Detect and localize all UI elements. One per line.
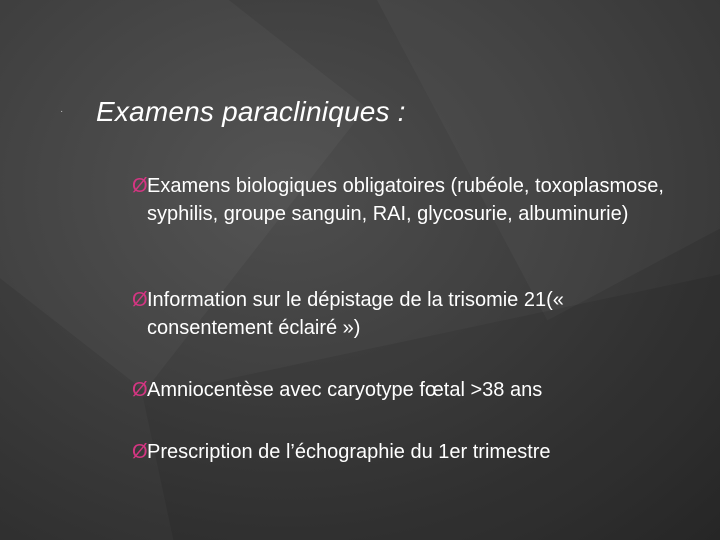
background-facet — [369, 0, 720, 320]
slide-title: Examens paracliniques : — [96, 96, 406, 127]
arrow-bullet-icon: Ø — [132, 379, 148, 401]
bullet-text: Examens biologiques obligatoires (rubéole, toxoplasmose, syphilis, groupe sanguin, RAI, glycosurie, albuminurie) — [147, 175, 664, 225]
title-row — [60, 92, 406, 132]
bullet-text: Prescription de l’échographie du 1er trimestre — [147, 441, 551, 463]
bullet-item — [132, 376, 672, 404]
bullet-item — [132, 286, 672, 342]
arrow-bullet-icon: Ø — [132, 175, 148, 197]
arrow-bullet-icon: Ø — [132, 289, 148, 311]
bullet-text: Amniocentèse avec caryotype fœtal >38 ans — [147, 379, 543, 401]
bullet-item — [132, 438, 672, 466]
bullet-item — [132, 172, 672, 228]
arrow-bullet-icon: Ø — [132, 441, 148, 463]
title-bullet-icon: · — [60, 106, 64, 117]
bullet-text: Information sur le dépistage de la trisomie 21(« consentement éclairé ») — [147, 289, 564, 339]
